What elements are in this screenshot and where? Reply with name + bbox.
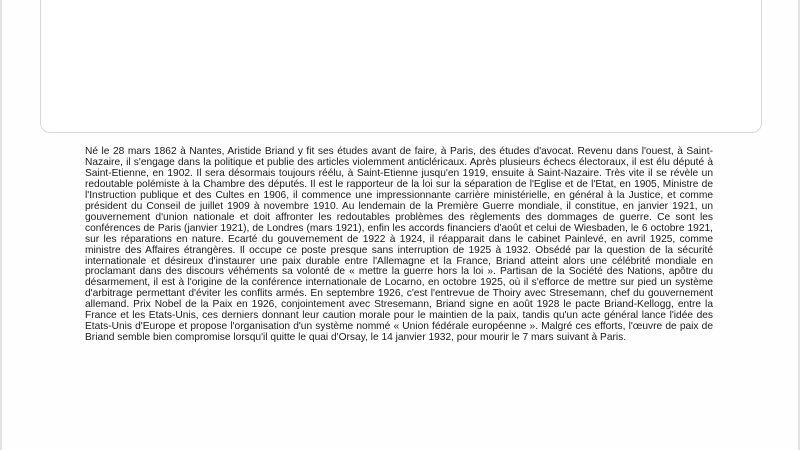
envelope-flap bbox=[40, 0, 762, 133]
biography-paragraph: Né le 28 mars 1862 à Nantes, Aristide Briand y fit ses études avant de faire, à Paris, des études d'avocat. Revenu dans l'ouest, à Saint-Nazaire, il s'engage dans la politique et publie des articles violemment anticléricaux. Après plusieurs échecs électoraux, il est élu député à Saint-Etienne, en 1902. Il sera désormais toujours réélu, à Saint-Etienne jusqu'en 1919, ensuite à Saint-Nazaire. Très vite il se révèle un redoutable polémiste à la Chambre des députés. Il est le rapporteur de la loi sur la séparation de l'Eglise et de l'Etat, en 1905, Ministre de l'Instruction publique et des Cultes en 1906, il commence une impressionnante carrière ministérielle, en général à la Justice, et comme président du Conseil de juillet 1909 à novembre 1910. Au lendemain de la Première Guerre mondiale, il constitue, en janvier 1921, un gouvernement d'union nationale et doit affronter les redoutables problèmes des règlements des dommages de guerre. Ce sont les conférences de Paris (janvier 1921), de Londres (mars 1921), enfin les accords financiers d'août et celui de Wiesbaden, le 6 octobre 1921, sur les réparations en nature. Ecarté du gouvernement de 1922 à 1924, il réapparait dans le cabinet Painlevé, en avril 1925, comme ministre des Affaires étrangères. Il occupe ce poste presque sans interruption de 1925 à 1932. Obsédé par la question de la sécurité internationale et désireux d'instaurer une paix durable entre l'Allemagne et la France, Briand atteint alors une célébrité mondiale en proclamant dans des discours véhéments sa volonté de « mettre la guerre hors la loi ». Partisan de la Société des Nations, apôtre du désarmement, il est à l'origine de la conférence internationale de Locarno, en octobre 1925, où il s'efforce de mettre sur pied un système d'arbitrage permettant d'éviter les conflits armés. En septembre 1926, c'est l'entrevue de Thoiry avec Stresemann, chef du gouvernement allemand. Prix Nobel de la Paix en 1926, conjointement avec Stresemann, Briand signe en août 1928 le pacte Briand-Kellogg, entre la France et les Etats-Unis, ces derniers donnant leur caution morale pour le maintien de la paix, tandis qu'un acte général lance l'idée des Etats-Unis d'Europe et propose l'organisation d'un système nommé « Union fédérale européenne ». Malgré ces efforts, l'œuvre de paix de Briand semble bien compromise lorsqu'il quitte le quai d'Orsay, le 14 janvier 1932, pour mourir le 7 mars suivant à Paris. bbox=[85, 146, 713, 344]
biography-text-block bbox=[85, 147, 713, 344]
page-edge-left bbox=[0, 0, 2, 450]
